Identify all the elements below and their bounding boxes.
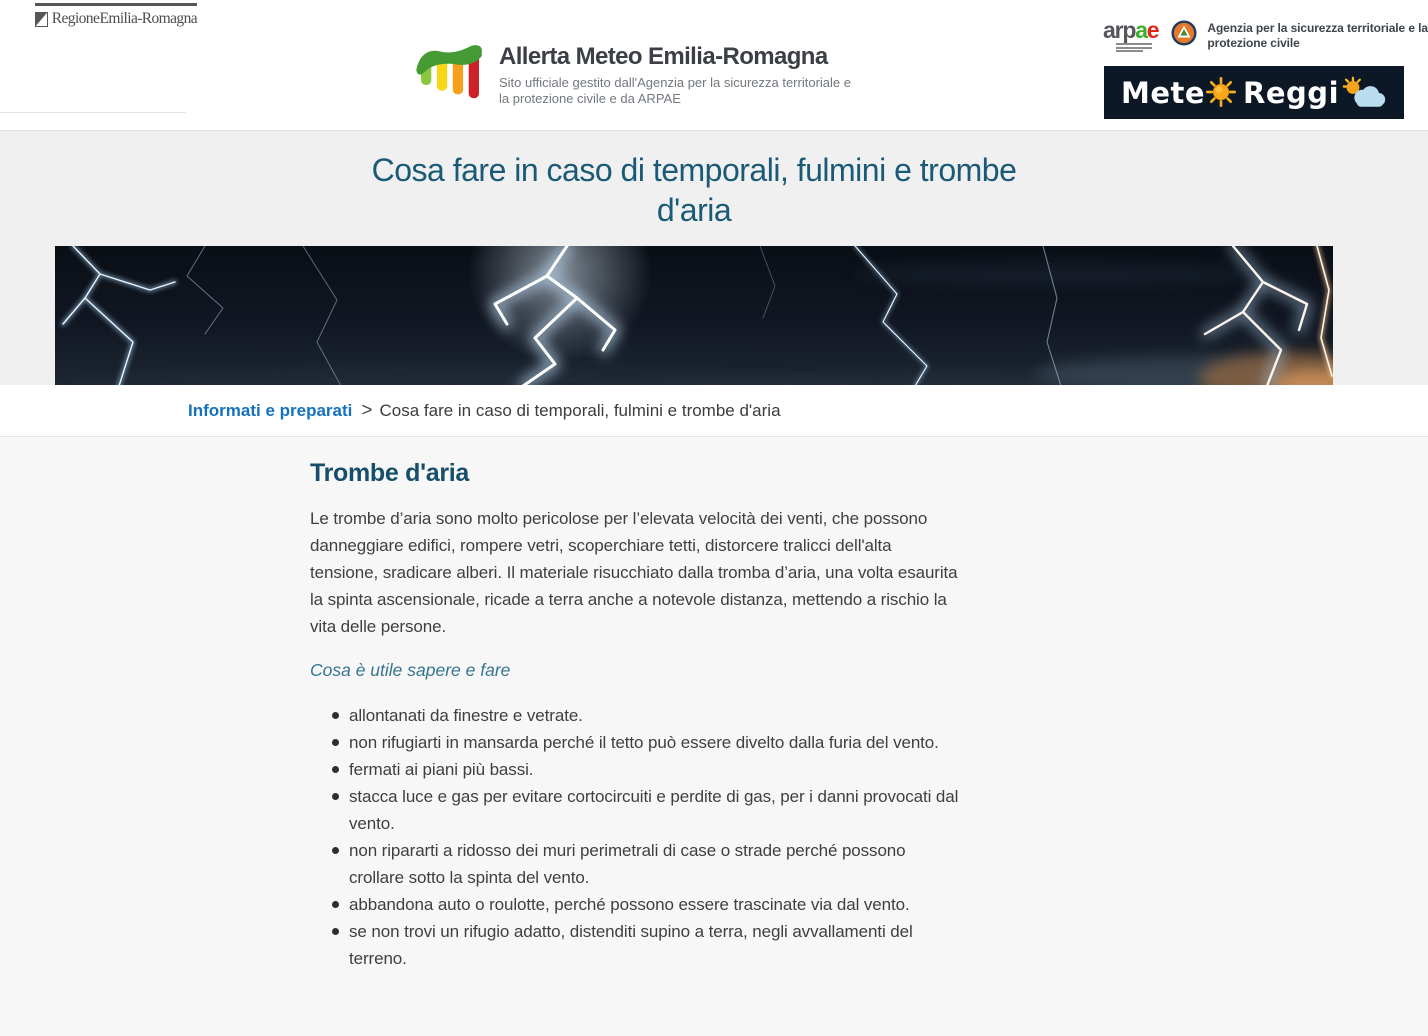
lightning-storm-photo [55, 246, 1333, 386]
page-title: Cosa fare in caso di temporali, fulmini e trombe d'aria [371, 152, 1017, 228]
meteo-reggio-banner[interactable] [1104, 66, 1404, 119]
arpae-logo[interactable] [1103, 17, 1159, 54]
list-item: se non trovi un rifugio adatto, distenditi supino a terra, negli avvallamenti del terreno. [310, 918, 1070, 972]
protezione-civile-link[interactable] [1171, 20, 1428, 51]
list-item: fermati ai piani più bassi. [310, 756, 1070, 783]
allerta-meteo-brand[interactable] [413, 42, 851, 107]
arpae-wordmark: arpae [1103, 17, 1159, 43]
brand-text [499, 42, 851, 107]
list-item: non rifugiarti in mansarda perché il tetto può essere divelto dalla furia del vento. [310, 729, 1070, 756]
cosa-utile-link[interactable]: Cosa è utile sapere e fare [310, 660, 511, 680]
advice-list [310, 702, 1070, 972]
partner-logos [1103, 17, 1428, 54]
sun-icon [1206, 77, 1236, 112]
header-divider [0, 112, 186, 113]
regione-er-mark-icon [35, 12, 48, 27]
list-item: allontanati da finestre e vetrate. [310, 702, 1070, 729]
breadcrumb-current: Cosa fare in caso di temporali, fulmini e trombe d'aria [379, 400, 781, 420]
regione-logo-text: Regione Emilia-Romagna [51, 10, 197, 27]
section-heading: Trombe d'aria [310, 459, 470, 487]
list-item: non ripararti a ridosso dei muri perimetrali di case o strade perché possono crollare sotto la spinta del vento. [310, 837, 1070, 891]
list-item: abbandona auto o roulotte, perché possono essere trascinate via dal vento. [310, 891, 1070, 918]
breadcrumb [0, 385, 1428, 437]
allerta-meteo-logo-icon [413, 42, 487, 107]
sun-cloud-icon [1341, 76, 1387, 115]
site-subtitle: Sito ufficiale gestito dall'Agenzia per la sicurezza territoriale e la protezione civile e da ARPAE [499, 75, 851, 106]
arpae-tagline-lines [1116, 43, 1158, 54]
site-title: Allerta Meteo Emilia-Romagna [499, 43, 828, 70]
main-content [0, 437, 1428, 1036]
breadcrumb-link-informati[interactable]: Informati e preparati [188, 400, 353, 420]
site-header [0, 0, 1428, 130]
regione-emilia-romagna-logo[interactable] [35, 3, 197, 28]
list-item: stacca luce e gas per evitare cortocircuiti e perdite di gas, per i danni provocati dal vento. [310, 783, 1070, 837]
intro-paragraph: Le trombe d’aria sono molto pericolose per l’elevata velocità dei venti, che possono danneggiare edifici, rompere vetri, scoperchiare tetti, distorcere tralicci dell'alta tensione, sradicare alberi. Il materiale risucchiato dalla tromba d’aria, una volta esaurita la spinta ascensionale, ricade a terra anche a notevole distanza, mettendo a rischio la vita delle persone. [310, 509, 958, 636]
protezione-civile-emblem-icon [1171, 20, 1197, 51]
meteo-banner-text-2: Reggi [1243, 75, 1340, 110]
hero-section [0, 130, 1428, 385]
agency-label: Agenzia per la sicurezza territoriale e la protezione civile [1207, 21, 1428, 50]
meteo-banner-text-1: Mete [1120, 75, 1206, 110]
breadcrumb-separator-icon: > [361, 399, 373, 421]
